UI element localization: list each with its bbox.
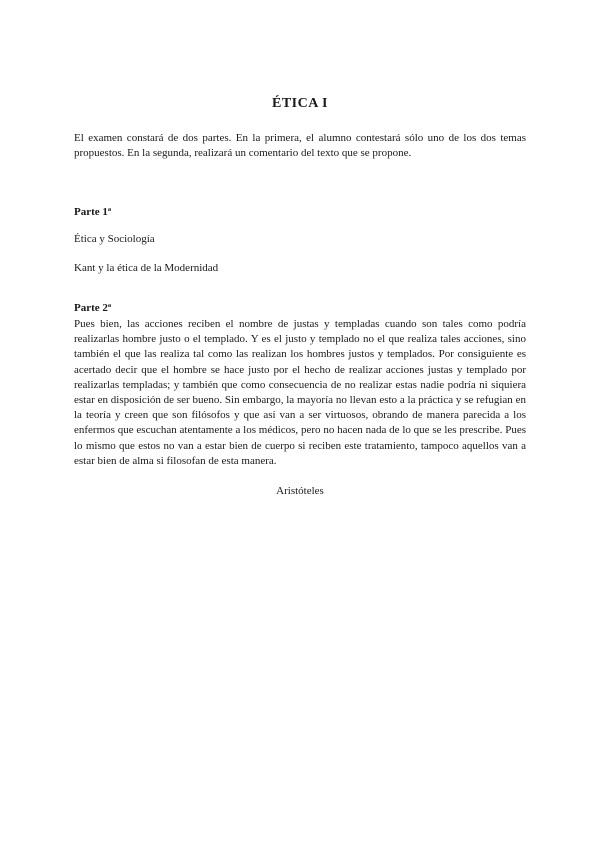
text-author: Aristóteles bbox=[276, 485, 324, 497]
part-2-heading: Parte 2ª bbox=[74, 302, 112, 314]
topic-1: Ética y Sociología bbox=[74, 233, 155, 245]
commentary-text: Pues bien, las acciones reciben el nombre de justas y templadas cuando son tales como podría realizarlas hombre justo o el templado. Y es el justo y templado no el que realiza tales acciones, sino también el que las realiza tal como las realizan los hombres justos y templados. Por consiguiente es acertado decir que el hombre se hace justo por el hecho de realizar acciones justas y templado por realizarlas templadas; y también que como consecuencia de no realizar estas nadie podría ni siquiera estar en disposición de ser bueno. Sin embargo, la mayoría no llevan esto a la práctica y se refugian en la teoría y creen que son filósofos y que así van a ser virtuosos, obrando de manera parecida a los enfermos que escuchan atentamente a los médicos, pero no hacen nada de lo que se les prescribe. Pues lo mismo que estos no van a estar bien de cuerpo si reciben este tratamiento, tampoco aquellos van a estar bien de alma si filosofan de esta manera. bbox=[74, 318, 526, 467]
intro-paragraph: El examen constará de dos partes. En la primera, el alumno contestará sólo uno de los dos temas propuestos. En la segunda, realizará un comentario del texto que se propone. bbox=[74, 132, 526, 159]
topic-2: Kant y la ética de la Modernidad bbox=[74, 262, 219, 274]
part-1-heading: Parte 1ª bbox=[74, 206, 112, 218]
page-title: ÉTICA I bbox=[271, 96, 329, 111]
